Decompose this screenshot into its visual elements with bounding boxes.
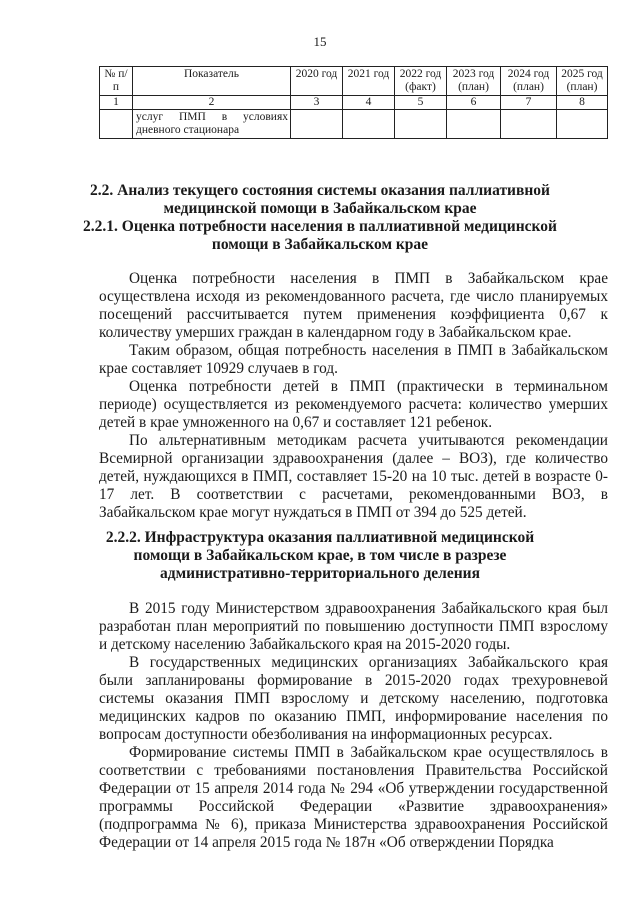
table-cell: 7	[501, 96, 557, 110]
table-cell	[100, 110, 133, 139]
table-cell: услуг ПМП в условиях дневного стационара	[133, 110, 291, 139]
heading-line: 2.2.1. Оценка потребности населения в паллиативной медицинской	[83, 218, 557, 235]
table-header-cell: 2023 год (план)	[447, 67, 501, 96]
table-cell: 8	[557, 96, 608, 110]
table-number-row	[100, 96, 608, 110]
table-header-cell: 2021 год	[343, 67, 395, 96]
table-cell	[291, 110, 343, 139]
paragraph: Формирование системы ПМП в Забайкальском крае осуществлялось в соответствии с требованиями постановления Правительства Российской Федерации от 15 апреля 2014 года № 294 «Об утверждении государственной программы Российской Федерации «Развитие здравоохранения» (подпрограмма № 6), приказа Министерства здравоохранения Российской Федерации от 14 апреля 2015 года № 187н «Об отверждении Порядка	[99, 744, 608, 851]
section-heading-2-2-2	[0, 529, 640, 583]
section-heading-2-2	[0, 182, 640, 218]
paragraph: В государственных медицинских организациях Забайкальского края были запланированы формирование в 2015-2020 годах трехуровневой системы оказания ПМП взрослому и детскому населению, подготовка медицинских кадров по оказанию ПМП, информирование населения по вопросам доступности обезболивания на информационных ресурсах.	[99, 654, 608, 743]
heading-line: помощи в Забайкальском крае	[211, 236, 429, 253]
table-row	[100, 110, 608, 139]
heading-line: помощи в Забайкальском крае, в том числе в разрезе	[133, 547, 507, 564]
table-header-cell: № п/п	[100, 67, 133, 96]
table-cell: 1	[100, 96, 133, 110]
table-header-cell: Показатель	[133, 67, 291, 96]
table-cell: 2	[133, 96, 291, 110]
paragraph: По альтернативным методикам расчета учитываются рекомендации Всемирной организации здравоохранения (далее – ВОЗ), где количество детей, нуждающихся в ПМП, составляет 15-20 на 10 тыс. детей в возрасте 0-17 лет. В соответствии с расчетами, рекомендованными ВОЗ, в Забайкальском крае могут нуждаться в ПМП от 394 до 525 детей.	[99, 432, 608, 521]
table-header-cell: 2025 год (план)	[557, 67, 608, 96]
heading-line: 2.2.2. Инфраструктура оказания паллиативной медицинской	[105, 529, 535, 546]
table-cell: 5	[395, 96, 447, 110]
indicators-table	[99, 66, 608, 139]
heading-line: медицинской помощи в Забайкальском крае	[163, 200, 477, 217]
paragraph: Оценка потребности населения в ПМП в Забайкальском крае осуществлена исходя из рекомендованного расчета, где число планируемых посещений рассчитывается путем применения коэффициента 0,67 к количеству умерших граждан в календарном году в Забайкальском крае.	[99, 270, 608, 341]
section-2-2-2-body	[99, 600, 608, 852]
heading-line: 2.2. Анализ текущего состояния системы оказания паллиативной	[90, 182, 550, 199]
table-cell	[343, 110, 395, 139]
table-cell	[501, 110, 557, 139]
paragraph: Оценка потребности детей в ПМП (практически в терминальном периоде) осуществляется из рекомендуемого расчета: количество умерших детей в крае умноженного на 0,67 и составляет 121 ребенок.	[99, 378, 608, 431]
section-2-2-1-body	[99, 270, 608, 522]
table-cell	[447, 110, 501, 139]
section-heading-2-2-1	[0, 218, 640, 254]
table-cell	[395, 110, 447, 139]
table-header-cell: 2022 год (факт)	[395, 67, 447, 96]
page-number: 15	[313, 34, 327, 49]
table-header-row	[100, 67, 608, 96]
table-header-cell: 2024 год (план)	[501, 67, 557, 96]
paragraph: Таким образом, общая потребность населения в ПМП в Забайкальском крае составляет 10929 случаев в год.	[99, 342, 608, 377]
table-cell: 3	[291, 96, 343, 110]
table-cell: 4	[343, 96, 395, 110]
heading-line: административно-территориального деления	[159, 565, 480, 582]
table-cell: 6	[447, 96, 501, 110]
table-header-cell: 2020 год	[291, 67, 343, 96]
paragraph: В 2015 году Министерством здравоохранения Забайкальского края был разработан план мероприятий по повышению доступности ПМП взрослому и детскому населению Забайкальского края на 2015-2020 годы.	[99, 600, 608, 653]
table-cell	[557, 110, 608, 139]
